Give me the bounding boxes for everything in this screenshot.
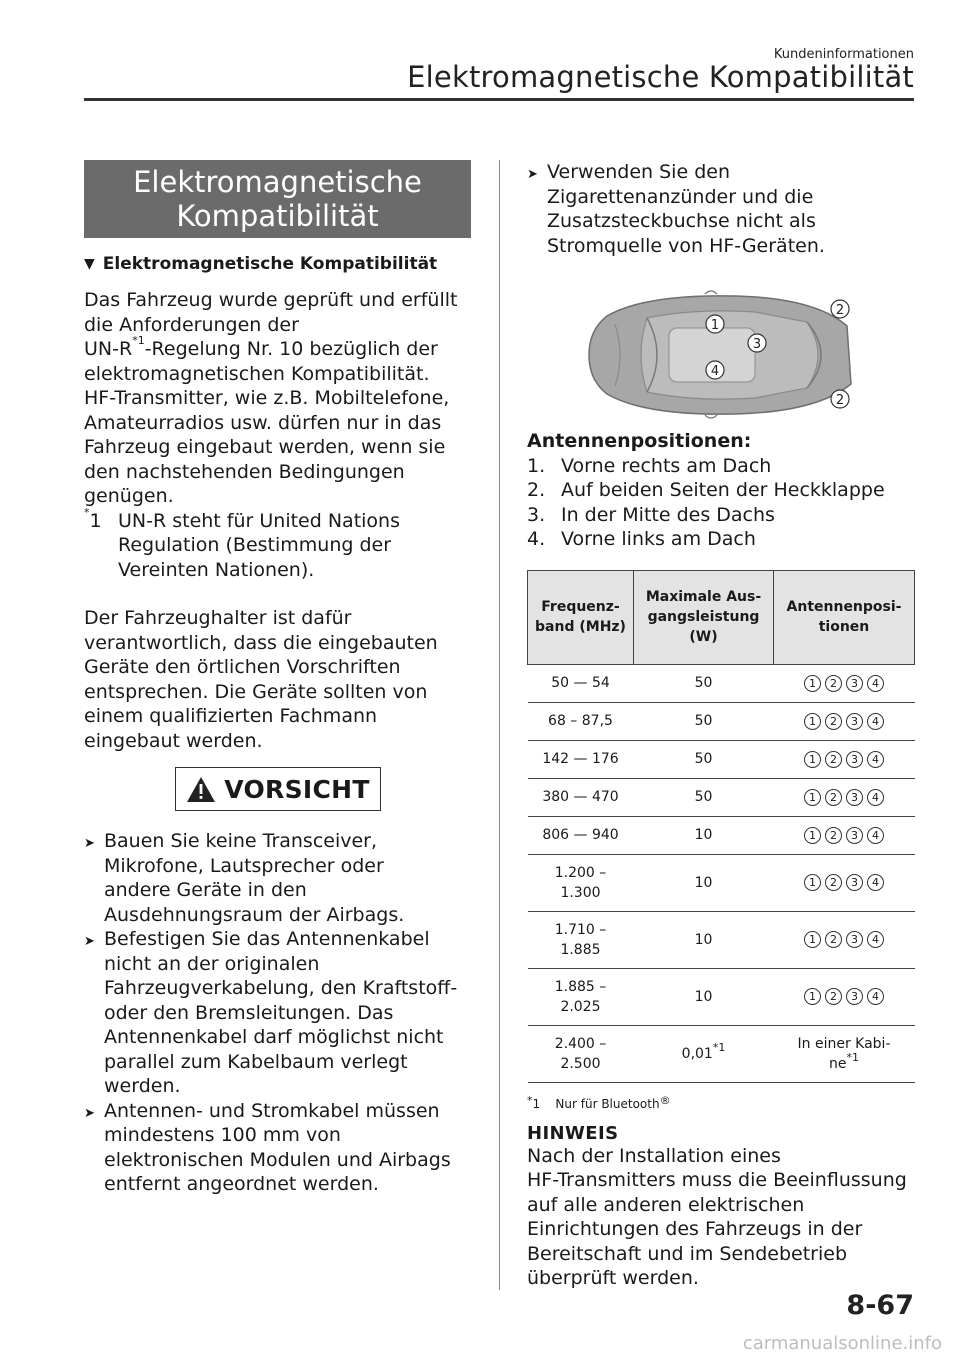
marker-label-3: 3 [752, 337, 762, 352]
text-line: oder den Bremsleitungen. Das [104, 1001, 394, 1024]
bullet-item [527, 160, 915, 258]
section-title-box [84, 160, 471, 238]
header-line: (W) [689, 629, 718, 645]
section-title-line2: Kompatibilität [176, 199, 379, 233]
circled-number: 3 [846, 789, 863, 806]
registered-mark: ® [659, 1093, 671, 1107]
cell-power: 10 [634, 816, 774, 854]
footnote-ref: *1 [712, 1040, 726, 1054]
text-line: auf alle anderen elektrischen [527, 1193, 805, 1216]
caution-label: VORSICHT [224, 774, 370, 804]
cell-positions [774, 911, 915, 968]
arrow-bullet-icon: ➤ [84, 934, 95, 949]
table-row [528, 664, 915, 702]
cell-positions [774, 740, 915, 778]
circled-number: 3 [846, 751, 863, 768]
list-item [527, 454, 915, 479]
right-column [527, 160, 915, 1291]
caution-bullets [84, 829, 472, 1197]
table-body [528, 664, 915, 1082]
bullet-text [104, 829, 404, 927]
text-line: Stromquelle von HF-Geräten. [547, 234, 825, 257]
cell-power [634, 1025, 774, 1082]
band-line: 806 — 940 [542, 827, 619, 843]
text-line: überprüft werden. [527, 1267, 699, 1289]
cell-positions [774, 664, 915, 702]
band-line: 2.025 [560, 998, 601, 1015]
cell-power: 50 [634, 702, 774, 740]
bullet-item [84, 1099, 472, 1197]
footnote-ref: *1 [132, 334, 145, 347]
list-item [527, 478, 915, 503]
text-line: Der Fahrzeughalter ist dafür [84, 607, 352, 629]
caution-box [175, 767, 381, 811]
text-line: UN-R steht für United Nations [118, 509, 400, 532]
text-line: eingebaut werden. [84, 729, 263, 752]
text-span: -Regelung Nr. 10 bezüglich der [144, 338, 438, 360]
bullet-item [84, 829, 472, 927]
position-line: In einer Kabi- [797, 1035, 891, 1052]
circled-number: 2 [825, 713, 842, 730]
band-line: 2.500 [560, 1055, 601, 1072]
list-item [527, 527, 915, 552]
footnote-asterisk: * [527, 1093, 533, 1107]
header-line: Antennenposi- [786, 599, 902, 615]
circled-number: 3 [846, 988, 863, 1005]
arrow-bullet-icon: ➤ [84, 1105, 95, 1121]
position-text: ne [829, 1055, 847, 1072]
car-top-view-image [585, 288, 857, 421]
text-line: Mikrofone, Lautsprecher oder [104, 854, 384, 877]
band-line: 1.200 – [554, 864, 607, 881]
note-text [527, 1144, 915, 1291]
circled-number: 4 [867, 931, 884, 948]
circled-number: 4 [867, 675, 884, 692]
text-line: Zusatzsteckbuchse nicht als [547, 210, 816, 232]
subheading [84, 254, 472, 274]
circled-number: 4 [867, 988, 884, 1005]
circled-number: 1 [804, 874, 821, 891]
circled-number: 3 [846, 874, 863, 891]
header-title: Elektromagnetische Kompatibilität [407, 60, 914, 94]
antenna-heading: Antennenpositionen: [527, 430, 752, 452]
text-line: elektronischen Modulen und Airbags [104, 1148, 451, 1171]
band-line: 1.885 [560, 941, 601, 958]
bullet-text [104, 1099, 451, 1197]
circled-number: 1 [804, 931, 821, 948]
list-number: 2. [527, 479, 546, 501]
circled-number: 2 [825, 874, 842, 891]
header-power [634, 570, 774, 664]
circled-number: 4 [867, 827, 884, 844]
table-row [528, 816, 915, 854]
power-value: 0,01 [681, 1045, 713, 1062]
table-row [528, 1025, 915, 1082]
header-line: Maximale Aus- [645, 589, 762, 605]
text-line: den nachstehenden Bedingungen [84, 460, 405, 483]
marker-label-2b: 2 [835, 393, 845, 408]
cell-frequency [528, 778, 634, 816]
text-line: genügen. [84, 485, 174, 507]
text-line [84, 334, 472, 362]
circled-number: 3 [846, 931, 863, 948]
header-line: tionen [818, 619, 870, 635]
circled-number: 4 [867, 789, 884, 806]
table-row [528, 911, 915, 968]
page-number: 8-67 [846, 1290, 914, 1321]
cell-frequency [528, 854, 634, 911]
band-line: 380 — 470 [542, 789, 619, 805]
circled-number: 2 [825, 988, 842, 1005]
subheading-text: Elektromagnetische Kompatibilität [102, 254, 438, 274]
frequency-table [527, 570, 915, 1083]
cell-power: 50 [634, 778, 774, 816]
footnote-ref: *1 [846, 1050, 859, 1064]
text-line: HF-Transmitter, wie z.B. Mobiltelefone, [84, 387, 450, 409]
bullet-text [104, 927, 457, 1099]
text-line: Geräte den örtlichen Vorschriften [84, 656, 401, 678]
warning-icon [186, 776, 216, 803]
table-row [528, 702, 915, 740]
band-line: 1.710 – [554, 921, 607, 938]
cell-positions [774, 816, 915, 854]
triangle-down-icon: ▼ [84, 256, 95, 272]
cell-frequency [528, 968, 634, 1025]
footnote-number: 1 [89, 509, 102, 532]
table-row [528, 740, 915, 778]
text-line: elektromagnetischen Kompatibilität. [84, 362, 430, 385]
header-frequency [528, 570, 634, 664]
text-line: Ausdehnungsraum der Airbags. [104, 903, 405, 926]
circled-number: 3 [846, 713, 863, 730]
table-footnote [527, 1093, 915, 1111]
circled-number: 2 [825, 675, 842, 692]
cell-positions [774, 1025, 915, 1082]
cell-power: 10 [634, 968, 774, 1025]
circled-number: 4 [867, 713, 884, 730]
marker-label-1: 1 [710, 318, 720, 333]
text-line: Befestigen Sie das Antennenkabel [104, 928, 430, 950]
arrow-bullet-icon: ➤ [527, 167, 538, 182]
cell-positions [774, 778, 915, 816]
table-row [528, 778, 915, 816]
text-line: Antennenkabel darf möglichst nicht [104, 1026, 444, 1048]
note-heading: HINWEIS [527, 1122, 619, 1144]
text-line: Vereinten Nationen). [118, 558, 315, 581]
circled-number: 2 [825, 789, 842, 806]
text-line: entsprechen. Die Geräte sollten von [84, 680, 428, 703]
cell-positions [774, 968, 915, 1025]
circled-number: 1 [804, 789, 821, 806]
text-line: Regulation (Bestimmung der [118, 534, 392, 556]
text-line: Einrichtungen des Fahrzeugs in der [527, 1218, 863, 1240]
arrow-bullet-icon: ➤ [84, 836, 95, 851]
table-header-row [528, 570, 915, 664]
bullet-text [547, 160, 825, 258]
header-rule [84, 98, 914, 101]
footnote-text [118, 509, 400, 583]
list-number: 3. [527, 503, 546, 526]
footnote-text: Nur für Bluetooth [555, 1096, 660, 1111]
owner-paragraph [84, 606, 472, 753]
footnote-asterisk: * [84, 505, 90, 519]
cell-frequency [528, 740, 634, 778]
cell-positions [774, 702, 915, 740]
text-line: Bereitschaft und im Sendebetrieb [527, 1242, 848, 1265]
list-text: Auf beiden Seiten der Heckklappe [561, 479, 885, 501]
cell-power: 10 [634, 854, 774, 911]
footnote-number: 1 [532, 1096, 541, 1111]
position-line [776, 1050, 913, 1074]
cell-frequency [528, 816, 634, 854]
header-line: Frequenz- [541, 599, 620, 615]
text-line: parallel zum Kabelbaum verlegt [104, 1050, 408, 1073]
list-number: 4. [527, 528, 546, 550]
list-number: 1. [527, 454, 546, 477]
marker-label-2a: 2 [835, 303, 845, 318]
cell-power: 10 [634, 911, 774, 968]
text-line: verantwortlich, dass die eingebauten [84, 631, 438, 654]
left-column [84, 160, 472, 1197]
text-line: Antennen- und Stromkabel müssen [104, 1099, 440, 1122]
text-line: Fahrzeugverkabelung, den Kraftstoff- [104, 977, 458, 999]
list-text: In der Mitte des Dachs [561, 503, 775, 526]
circled-number: 1 [804, 751, 821, 768]
list-text: Vorne rechts am Dach [561, 454, 772, 477]
text-line: Amateurradios usw. dürfen nur in das [84, 411, 442, 434]
text-line: Zigarettenanzünder und die [547, 185, 814, 208]
band-line: 2.400 – [554, 1035, 607, 1052]
cell-frequency [528, 664, 634, 702]
car-illustration [585, 288, 857, 421]
band-line: 1.300 [560, 884, 601, 901]
text-line: die Anforderungen der [84, 313, 299, 336]
text-line: Bauen Sie keine Transceiver, [104, 830, 378, 852]
list-text: Vorne links am Dach [561, 528, 756, 550]
table-row [528, 968, 915, 1025]
circled-number: 2 [825, 931, 842, 948]
text-line: Verwenden Sie den [547, 161, 730, 183]
list-item [527, 503, 915, 528]
section-title-line1: Elektromagnetische [133, 165, 422, 199]
circled-number: 4 [867, 874, 884, 891]
cell-frequency [528, 911, 634, 968]
intro-paragraph [84, 288, 472, 509]
circled-number: 4 [867, 751, 884, 768]
footnote-1 [84, 505, 472, 583]
footnote-mark [84, 505, 118, 583]
cell-frequency [528, 1025, 634, 1082]
text-line: Nach der Installation eines [527, 1144, 781, 1167]
cell-power: 50 [634, 664, 774, 702]
watermark: carmanualsonline.info [742, 1333, 942, 1354]
circled-number: 1 [804, 827, 821, 844]
text-line: entfernt angeordnet werden. [104, 1173, 379, 1195]
marker-label-4: 4 [710, 364, 720, 379]
header-chapter: Kundeninformationen [773, 47, 914, 62]
circled-number: 2 [825, 751, 842, 768]
header-line: gangsleistung [647, 609, 760, 625]
text-line: HF-Transmitters muss die Beeinflussung [527, 1169, 907, 1191]
bullet-item [84, 927, 472, 1099]
cell-power: 50 [634, 740, 774, 778]
text-line: andere Geräte in den [104, 879, 307, 901]
band-line: 50 — 54 [551, 675, 610, 691]
band-line: 142 — 176 [542, 751, 619, 767]
circled-number: 2 [825, 827, 842, 844]
header-line: band (MHz) [535, 619, 626, 635]
text-line: mindestens 100 mm von [104, 1124, 341, 1146]
text-line: nicht an der originalen [104, 952, 320, 975]
text-line: einem qualifizierten Fachmann [84, 705, 378, 727]
table-row [528, 854, 915, 911]
circled-number: 1 [804, 988, 821, 1005]
circled-number: 1 [804, 713, 821, 730]
spacer [84, 582, 472, 606]
band-line: 1.885 – [554, 978, 607, 995]
text-line: werden. [104, 1075, 181, 1097]
band-line: 68 – 87,5 [548, 713, 613, 729]
cell-positions [774, 854, 915, 911]
text-line: Das Fahrzeug wurde geprüft und erfüllt [84, 289, 458, 311]
column-divider [499, 160, 500, 1290]
text-span: UN-R [84, 338, 133, 360]
cell-frequency [528, 702, 634, 740]
circled-number: 1 [804, 675, 821, 692]
antenna-list [527, 454, 915, 552]
text-line: Fahrzeug eingebaut werden, wenn sie [84, 436, 446, 458]
circled-number: 3 [846, 827, 863, 844]
header-positions [774, 570, 915, 664]
circled-number: 3 [846, 675, 863, 692]
